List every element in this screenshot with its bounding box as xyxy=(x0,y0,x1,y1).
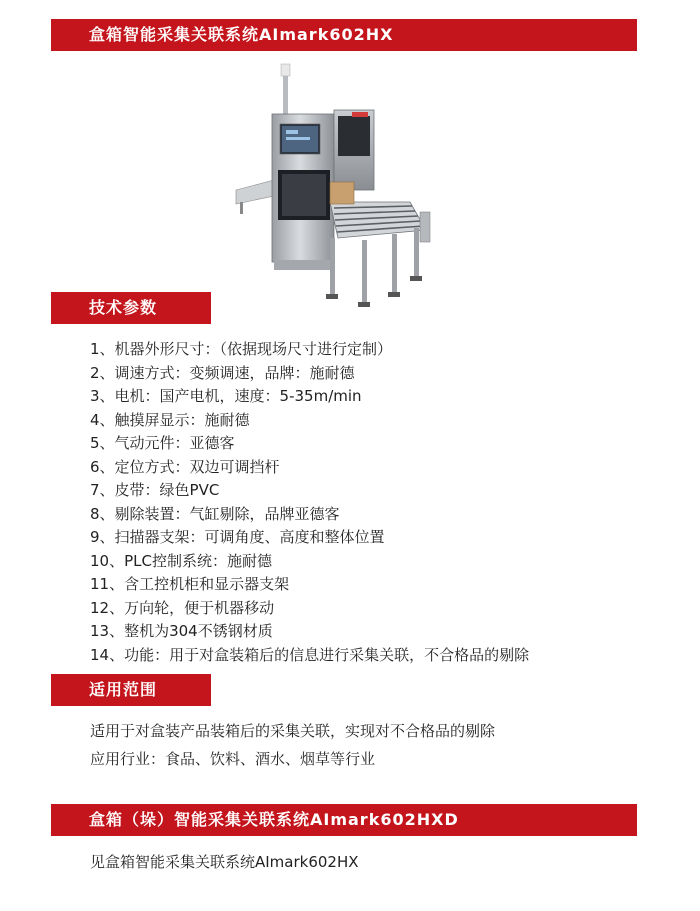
spec-list xyxy=(90,338,529,667)
product-title: 盒箱智能采集关联系统AImark602HX xyxy=(89,25,394,44)
scope-line: 适用于对盒装产品装箱后的采集关联，实现对不合格品的剔除 xyxy=(90,722,496,740)
scope-banner xyxy=(51,674,211,706)
spec-item: 1、机器外形尺寸：（依据现场尺寸进行定制） xyxy=(90,340,393,358)
spec-item: 9、扫描器支架：可调角度、高度和整体位置 xyxy=(90,528,385,546)
related-product-banner xyxy=(51,804,637,836)
spec-item: 7、皮带：绿色PVC xyxy=(90,481,220,499)
spec-item: 13、整机为304不锈钢材质 xyxy=(90,622,273,640)
scope-line: 应用行业：食品、饮料、酒水、烟草等行业 xyxy=(90,750,376,768)
inspection-machine-photo xyxy=(234,62,454,312)
spec-item: 12、万向轮，便于机器移动 xyxy=(90,598,275,617)
spec-item: 8、剔除装置：气缸剔除，品牌亚德客 xyxy=(90,504,340,523)
tech-params-title: 技术参数 xyxy=(89,298,158,317)
scope-title: 适用范围 xyxy=(89,680,158,699)
spec-item: 5、气动元件：亚德客 xyxy=(90,434,235,452)
spec-item: 2、调速方式：变频调速，品牌：施耐德 xyxy=(90,363,355,382)
related-product-title: 盒箱（垛）智能采集关联系统AImark602HXD xyxy=(89,810,459,829)
spec-item: 10、PLC控制系统：施耐德 xyxy=(90,551,272,570)
scope-text-block xyxy=(90,717,495,773)
spec-item: 3、电机：国产电机，速度：5-35m/min xyxy=(90,387,362,405)
spec-item: 11、含工控机柜和显示器支架 xyxy=(90,575,290,593)
product-title-banner xyxy=(51,19,637,51)
related-product-note: 见盒箱智能采集关联系统AImark602HX xyxy=(90,853,359,871)
spec-item: 4、触摸屏显示：施耐德 xyxy=(90,410,250,429)
spec-item: 14、功能：用于对盒装箱后的信息进行采集关联，不合格品的剔除 xyxy=(90,645,530,664)
spec-item: 6、定位方式：双边可调挡杆 xyxy=(90,457,280,476)
tech-params-banner xyxy=(51,292,211,324)
